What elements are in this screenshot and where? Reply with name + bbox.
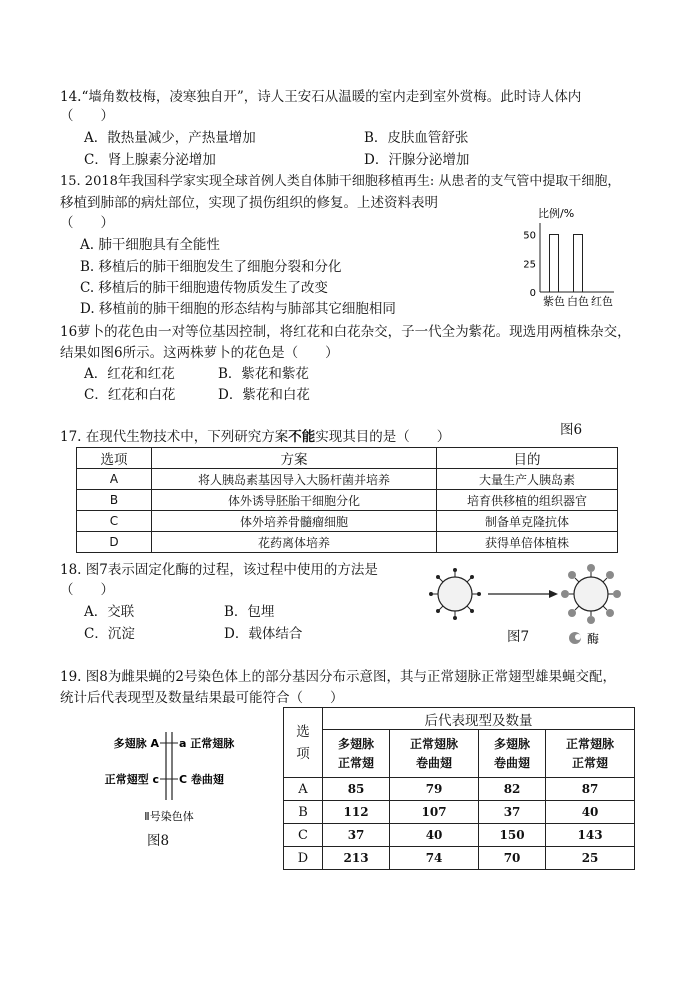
enzyme-legend-icon [569,632,581,644]
gene-C-label: C 卷曲翅 [179,773,224,786]
q15-stem-2: 移植到肺部的病灶部位，实现了损伤组织的修复。上述资料表明 [60,195,438,211]
q14-option-b[interactable]: B．皮肤血管舒张 [364,130,469,146]
chart-ytick-label: 0 [529,288,536,299]
q16-option-b[interactable]: B．紫花和紫花 [218,366,309,382]
chart-category-label: 白色 [567,295,589,308]
q19-row-c-v4: 143 [546,824,635,847]
chromosome-label: Ⅱ号染色体 [144,810,194,823]
table-row [284,801,635,824]
q15-option-d[interactable]: D. 移植前的肺干细胞的形态结构与肺部其它细胞相同 [80,301,396,317]
q15-option-a[interactable]: A. 肺干细胞具有全能性 [80,237,220,253]
q15-stem-1: 15. 2018年我国科学家实现全球首例人类自体肺干细胞移植再生: 从患者的支气管中提取干细胞， [60,174,621,189]
q17-row-c-plan: 体外培养骨髓瘤细胞 [152,511,437,532]
q17-row-a-option: A [77,469,152,490]
q17-row-b-plan: 体外诱导胚胎干细胞分化 [152,490,437,511]
q19-row-c-v1: 37 [323,824,390,847]
q17-row-c-goal: 制备单克隆抗体 [437,511,618,532]
gene-A-label: 多翅脉 A [113,737,159,750]
figure-7-label: 图7 [507,629,530,645]
q18-option-d[interactable]: D．载体结合 [224,626,303,642]
q18-stem: 18. 图7表示固定化酶的过程，该过程中使用的方法是 [60,562,378,578]
enzyme-legend-label: 酶 [587,632,600,646]
q14-option-d[interactable]: D．汗腺分泌增加 [364,152,470,168]
q19-row-d-v1: 213 [323,847,390,870]
table-row [284,847,635,870]
q17-stem [60,427,450,447]
q19-row-a-option: A [284,778,323,801]
table-row [77,469,618,490]
q19-subheader-2: 正常翅脉 卷曲翅 [390,730,479,778]
chart-bar [550,235,559,293]
q19-subheader-3: 多翅脉 卷曲翅 [478,730,545,778]
q19-row-b-v1: 112 [323,801,390,824]
q19-row-d-v3: 70 [478,847,545,870]
q19-subheader-4: 正常翅脉 正常翅 [546,730,635,778]
q19-row-b-option: B [284,801,323,824]
q18-option-c[interactable]: C．沉淀 [84,626,135,642]
q14-option-a[interactable]: A．散热量减少，产热量增加 [84,130,256,146]
figure-6-bar-chart [510,204,630,310]
q16-option-a[interactable]: A．红花和红花 [84,366,175,382]
q19-row-d-v4: 25 [546,847,635,870]
chart-bar [574,235,583,293]
q17-header-option: 选项 [77,448,152,469]
figure-8-chromosome-diagram [90,728,260,824]
q17-row-b-goal: 培育供移植的组织器官 [437,490,618,511]
chart-ytick-label: 25 [523,259,536,271]
q17-row-a-plan: 将人胰岛素基因导入大肠杆菌并培养 [152,469,437,490]
q16-option-c[interactable]: C．红花和白花 [84,387,176,403]
q19-row-c-v2: 40 [390,824,479,847]
q19-subheader-1: 多翅脉 正常翅 [323,730,390,778]
q19-row-b-v3: 37 [478,801,545,824]
table-row [77,511,618,532]
q17-row-c-option: C [77,511,152,532]
q19-row-a-v2: 79 [390,778,479,801]
q17-row-a-goal: 大量生产人胰岛素 [437,469,618,490]
q19-row-d-v2: 74 [390,847,479,870]
q17-row-d-plan: 花药离体培养 [152,532,437,553]
q17-row-b-option: B [77,490,152,511]
q16-stem-2: 结果如图6所示。这两株萝卜的花色是（ ） [60,345,339,361]
q19-header-option: 选 项 [284,708,323,778]
chart-category-label: 红色 [591,295,613,308]
carrier-bead-with-enzymes [561,564,621,624]
figure-6-label: 图6 [560,422,583,438]
q19-row-b-v4: 40 [546,801,635,824]
q15-option-b[interactable]: B. 移植后的肺干细胞发生了细胞分裂和分化 [80,259,342,275]
table-row [77,532,618,553]
q18-paren: （ ） [60,582,114,598]
q19-row-d-option: D [284,847,323,870]
q17-row-d-goal: 获得单倍体植株 [437,532,618,553]
chart-category-label: 紫色 [543,295,565,308]
q17-table [76,447,618,553]
q14-stem: 14.“墙角数枝梅，凌寒独自开”，诗人王安石从温暖的室内走到室外赏梅。此时诗人体内 [60,89,582,105]
table-row [77,490,618,511]
q19-header-group: 后代表现型及数量 [323,708,635,730]
table-row [284,778,635,801]
q16-stem-1: 16萝卜的花色由一对等位基因控制，将红花和白花杂交，子一代全为紫花。现选用两植株杂交， [60,324,631,340]
q17-stem-after: 实现其目的是（ ） [315,429,451,445]
q19-row-c-v3: 150 [478,824,545,847]
q19-stem-1: 19. 图8为雌果蝇的2号染色体上的部分基因分布示意图，其与正常翅脉正常翅型雄果蝇交配， [60,669,616,685]
process-arrow [488,590,558,598]
figure-8-label: 图8 [147,833,170,849]
table-row [284,824,635,847]
q14-option-c[interactable]: C．肾上腺素分泌增加 [84,152,216,168]
q19-table [283,707,635,870]
q17-header-goal: 目的 [437,448,618,469]
q18-option-a[interactable]: A．交联 [84,604,135,620]
chart-ytick-label: 50 [523,230,536,242]
chart-ylabel: 比例/% [538,207,575,220]
carrier-bead-before [430,569,481,620]
q17-stem-before: 17. 在现代生物技术中，下列研究方案 [60,429,289,445]
q19-row-a-v1: 85 [323,778,390,801]
q15-option-c[interactable]: C. 移植后的肺干细胞遗传物质发生了改变 [80,280,328,296]
q16-option-d[interactable]: D．紫花和白花 [218,387,310,403]
gene-c-label: 正常翅型 c [104,773,159,786]
q17-row-d-option: D [77,532,152,553]
q14-paren: （ ） [60,108,114,124]
q17-header-plan: 方案 [152,448,437,469]
q19-row-a-v4: 87 [546,778,635,801]
q17-stem-bold: 不能 [288,429,316,445]
q15-paren: （ ） [60,215,114,231]
q19-row-a-v3: 82 [478,778,545,801]
q19-row-b-v2: 107 [390,801,479,824]
q19-row-c-option: C [284,824,323,847]
gene-a-label: a 正常翅脉 [179,737,235,750]
q18-option-b[interactable]: B．包埋 [224,604,275,620]
q19-stem-2: 统计后代表现型及数量结果最可能符合（ ） [60,690,344,706]
